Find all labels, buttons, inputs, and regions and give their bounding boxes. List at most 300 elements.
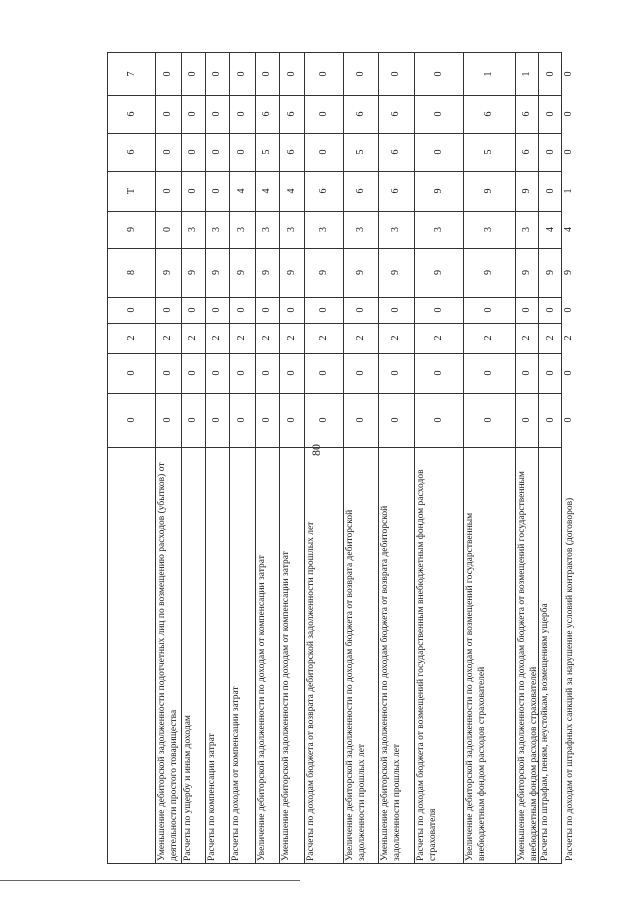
code-digit: 1 xyxy=(563,188,574,194)
code-digit-cell xyxy=(378,393,414,447)
code-digit-cell xyxy=(463,211,515,248)
code-digit: 9 xyxy=(187,270,198,275)
code-digit-cell xyxy=(463,171,515,211)
row-label: Расчеты по доходам от компенсации затрат xyxy=(231,686,241,861)
code-digit-cell xyxy=(205,95,229,133)
code-digit: 4 xyxy=(285,188,297,194)
header-code-cell xyxy=(108,53,155,95)
code-digit-cell xyxy=(155,323,181,353)
code-digit-cell xyxy=(229,171,255,211)
row-label-cell xyxy=(229,447,255,865)
code-digit: 0 xyxy=(390,417,401,423)
code-digit: 0 xyxy=(544,417,556,423)
header-code-cell xyxy=(108,95,155,133)
code-digit-cell xyxy=(378,53,414,95)
header-code-cell xyxy=(108,353,155,393)
code-digit: 3 xyxy=(390,227,401,232)
code-digit-cell xyxy=(229,393,255,447)
code-digit: 4 xyxy=(261,188,272,194)
code-digit-cell xyxy=(155,171,181,211)
code-digit: 0 xyxy=(432,417,444,423)
code-digit-cell xyxy=(304,323,343,353)
row-label: Увеличение дебиторской задолженности по доходам от возмещений государственным внебюджетным фондом расходов страхователей xyxy=(465,512,487,861)
table-row xyxy=(255,53,279,865)
code-digit: 6 xyxy=(354,188,366,194)
code-digit-cell xyxy=(304,211,343,248)
code-digit: 0 xyxy=(261,370,272,376)
code-digit: 9 xyxy=(261,270,272,275)
row-label-cell xyxy=(108,447,155,865)
row-label: Уменьшение дебиторской задолженности подотчетных лиц по возмещению расходов (убытков) от деятельности простого товарищества xyxy=(157,462,179,861)
code-digit: 9 xyxy=(317,270,329,275)
code-digit-cell xyxy=(463,53,515,95)
code-digit: 6 xyxy=(285,149,297,155)
code-digit: 0 xyxy=(544,307,556,313)
code-digit-cell xyxy=(155,95,181,133)
code-digit-cell xyxy=(205,133,229,171)
row-label-cell xyxy=(155,447,181,865)
code-digit: 9 xyxy=(236,270,247,275)
code-digit: 1 xyxy=(520,71,532,77)
code-digit: 6 xyxy=(390,188,401,194)
header-code-cell xyxy=(108,133,155,171)
code-digit: 3 xyxy=(236,227,247,232)
code-digit: 2 xyxy=(520,335,532,341)
code-digit: 0 xyxy=(544,370,556,376)
code-digit-cell xyxy=(279,323,304,353)
code-digit: 3 xyxy=(211,227,222,232)
code-digit: 0 xyxy=(187,370,198,376)
row-label: Расчеты по доходам бюджета от возмещений государственным внебюджетным фондом расходов страхователя xyxy=(416,469,438,861)
table-row xyxy=(229,53,255,865)
code-digit-cell xyxy=(205,248,229,297)
code-digit-cell xyxy=(414,53,463,95)
code-digit-cell xyxy=(343,53,378,95)
code-digit: 0 xyxy=(236,111,247,117)
code-digit: 0 xyxy=(162,417,173,423)
code-digit: 0 xyxy=(483,370,494,376)
code-digit: 0 xyxy=(317,307,329,313)
code-digit-cell xyxy=(515,171,538,211)
code-digit: 0 xyxy=(317,417,329,423)
code-digit: 0 xyxy=(162,370,173,376)
code-digit: 3 xyxy=(285,227,297,232)
row-label: Расчеты по доходам бюджета от возврата дебиторской задолженности прошлых лет xyxy=(306,521,316,861)
code-digit: 0 xyxy=(261,307,272,313)
code-digit: 0 xyxy=(162,307,173,313)
code-digit-cell xyxy=(414,323,463,353)
code-digit: 0 xyxy=(563,71,574,77)
footer-rule xyxy=(0,880,300,881)
code-digit: 6 xyxy=(520,149,532,155)
code-digit-cell xyxy=(538,53,563,95)
code-digit-cell xyxy=(515,248,538,297)
code-digit-cell xyxy=(378,133,414,171)
code-digit-cell xyxy=(255,323,279,353)
row-label-cell xyxy=(463,447,515,865)
code-digit-cell xyxy=(205,393,229,447)
code-digit-cell xyxy=(463,297,515,323)
code-digit: 0 xyxy=(563,307,574,313)
code-digit: 0 xyxy=(563,370,574,376)
code-digit-cell xyxy=(343,171,378,211)
code-digit-cell xyxy=(279,297,304,323)
row-label: Увеличение дебиторской задолженности по доходам бюджета от возврата дебиторской задолженности прошлых лет xyxy=(345,509,367,861)
code-digit: 9 xyxy=(563,270,574,275)
data-table xyxy=(107,52,575,864)
header-code-cell xyxy=(108,248,155,297)
row-label-cell xyxy=(343,447,378,865)
code-digit-cell xyxy=(515,297,538,323)
code-digit-cell xyxy=(155,53,181,95)
code-digit: 5 xyxy=(354,149,366,155)
code-digit: 0 xyxy=(236,149,247,155)
code-digit: 9 xyxy=(520,188,532,194)
code-digit: 0 xyxy=(236,370,247,376)
code-digit-cell xyxy=(414,95,463,133)
code-digit-cell xyxy=(538,393,563,447)
code-digit-cell xyxy=(255,297,279,323)
code-digit-cell xyxy=(229,211,255,248)
code-digit-cell xyxy=(279,95,304,133)
code-digit: 5 xyxy=(261,149,272,155)
code-digit: 0 xyxy=(317,111,329,117)
code-digit: 0 xyxy=(432,149,444,155)
code-digit-cell xyxy=(414,171,463,211)
row-label: Расчеты по доходам от штрафных санкций за нарушение условий контрактов (договоров) xyxy=(565,497,575,861)
table-row xyxy=(378,53,414,865)
code-digit-cell xyxy=(279,171,304,211)
code-digit: 2 xyxy=(211,335,222,341)
code-digit: 6 xyxy=(261,111,272,117)
code-digit-cell xyxy=(304,53,343,95)
code-digit-cell xyxy=(205,211,229,248)
code-digit: 2 xyxy=(483,335,494,341)
code-digit-cell xyxy=(463,353,515,393)
code-digit: 0 xyxy=(125,417,137,423)
code-digit: 4 xyxy=(236,188,247,194)
code-digit-cell xyxy=(181,133,205,171)
code-digit: 0 xyxy=(211,370,222,376)
code-digit-cell xyxy=(181,211,205,248)
code-digit: 0 xyxy=(432,370,444,376)
code-digit-cell xyxy=(304,248,343,297)
header-code-cell xyxy=(108,393,155,447)
code-digit: 6 xyxy=(520,111,532,117)
code-digit-cell xyxy=(255,393,279,447)
code-digit: 0 xyxy=(520,370,532,376)
code-digit: 2 xyxy=(432,335,444,341)
code-digit: 2 xyxy=(563,335,574,341)
code-digit-cell xyxy=(343,393,378,447)
table-row xyxy=(343,53,378,865)
code-digit: 0 xyxy=(354,370,366,376)
code-digit-cell xyxy=(515,53,538,95)
code-digit-cell xyxy=(304,133,343,171)
row-label-cell xyxy=(414,447,463,865)
header-code-cell xyxy=(108,323,155,353)
code-digit: 0 xyxy=(544,111,556,117)
code-digit: 0 xyxy=(563,149,574,155)
code-digit: 9 xyxy=(125,227,137,232)
code-digit-cell xyxy=(255,95,279,133)
code-digit-cell xyxy=(304,171,343,211)
row-label: Уменьшение дебиторской задолженности по доходам бюджета от возврата дебиторской задолженности прошлых лет xyxy=(380,505,402,861)
row-label-cell xyxy=(279,447,304,865)
table-row xyxy=(515,53,538,865)
code-digit: 0 xyxy=(432,307,444,313)
code-digit-cell xyxy=(229,297,255,323)
row-label-cell xyxy=(181,447,205,865)
code-digit-cell xyxy=(229,323,255,353)
table-row xyxy=(414,53,463,865)
code-digit: 6 xyxy=(317,188,329,194)
code-digit-cell xyxy=(515,393,538,447)
code-digit-cell xyxy=(229,353,255,393)
code-digit-cell xyxy=(279,53,304,95)
code-digit: 6 xyxy=(483,111,494,117)
code-digit-cell xyxy=(515,211,538,248)
row-label: Уменьшение дебиторской задолженности по доходам от компенсации затрат xyxy=(281,551,291,861)
table-row xyxy=(304,53,343,865)
code-digit: 0 xyxy=(520,417,532,423)
code-digit-cell xyxy=(181,297,205,323)
code-digit-cell xyxy=(155,297,181,323)
code-digit-cell xyxy=(205,171,229,211)
code-digit-cell xyxy=(414,297,463,323)
code-digit: 0 xyxy=(162,188,173,194)
code-digit: 2 xyxy=(390,335,401,341)
code-digit-cell xyxy=(538,248,563,297)
code-digit: 0 xyxy=(285,417,297,423)
table-row xyxy=(538,53,563,865)
page-number: 80 xyxy=(309,444,323,456)
code-digit: 6 xyxy=(125,149,137,155)
code-digit: 0 xyxy=(187,111,198,117)
code-digit: 6 xyxy=(285,111,297,117)
code-digit: 2 xyxy=(236,335,247,341)
code-digit-cell xyxy=(515,353,538,393)
code-digit: 0 xyxy=(211,71,222,77)
code-digit: 6 xyxy=(354,111,366,117)
code-digit-cell xyxy=(378,248,414,297)
code-digit: 0 xyxy=(390,307,401,313)
code-digit-cell xyxy=(205,323,229,353)
code-digit-cell xyxy=(155,353,181,393)
code-digit-cell xyxy=(304,297,343,323)
row-label xyxy=(108,447,155,865)
code-digit-cell xyxy=(304,353,343,393)
code-digit: 9 xyxy=(390,270,401,275)
table-row xyxy=(205,53,229,865)
code-digit-cell xyxy=(255,211,279,248)
code-digit: 0 xyxy=(236,417,247,423)
code-digit: 0 xyxy=(285,307,297,313)
code-digit-cell xyxy=(181,95,205,133)
code-digit: 0 xyxy=(563,111,574,117)
code-digit: 0 xyxy=(162,227,173,232)
code-digit-cell xyxy=(229,133,255,171)
code-digit: 0 xyxy=(125,370,137,376)
code-digit: 0 xyxy=(563,417,574,423)
header-code-cell xyxy=(108,211,155,248)
code-digit-cell xyxy=(463,323,515,353)
code-digit: 3 xyxy=(317,227,329,232)
code-digit-cell xyxy=(155,133,181,171)
code-digit-cell xyxy=(414,248,463,297)
code-digit-cell xyxy=(538,171,563,211)
table-row xyxy=(155,53,181,865)
code-digit: 0 xyxy=(187,188,198,194)
code-digit: 0 xyxy=(211,307,222,313)
code-digit-cell xyxy=(255,353,279,393)
row-label-cell xyxy=(538,447,563,865)
code-digit-cell xyxy=(343,353,378,393)
code-digit: 3 xyxy=(261,227,272,232)
code-digit: 0 xyxy=(187,149,198,155)
code-digit: 9 xyxy=(162,270,173,275)
code-digit-cell xyxy=(515,95,538,133)
code-digit: 1 xyxy=(483,71,494,77)
code-digit-cell xyxy=(538,323,563,353)
row-label-cell xyxy=(515,447,538,865)
code-digit: 6 xyxy=(125,111,137,117)
code-digit-cell xyxy=(515,323,538,353)
code-digit-cell xyxy=(279,353,304,393)
code-digit: 0 xyxy=(187,417,198,423)
code-digit: 8 xyxy=(125,270,137,275)
code-digit: 0 xyxy=(354,71,366,77)
code-digit: 2 xyxy=(125,335,137,341)
code-digit-cell xyxy=(343,133,378,171)
code-digit-cell xyxy=(181,353,205,393)
code-digit-cell xyxy=(538,353,563,393)
code-digit: 2 xyxy=(261,335,272,341)
code-digit: 4 xyxy=(544,227,556,232)
code-digit: 6 xyxy=(390,111,401,117)
row-label-cell xyxy=(378,447,414,865)
code-digit-cell xyxy=(205,297,229,323)
code-digit: 0 xyxy=(354,417,366,423)
code-digit: 0 xyxy=(211,111,222,117)
code-digit: 3 xyxy=(432,227,444,232)
code-digit-cell xyxy=(414,393,463,447)
code-digit-cell xyxy=(378,353,414,393)
code-digit: 0 xyxy=(285,370,297,376)
code-digit-cell xyxy=(343,211,378,248)
code-digit: 0 xyxy=(211,149,222,155)
code-digit: 0 xyxy=(544,188,556,194)
code-digit-cell xyxy=(515,133,538,171)
table-row xyxy=(279,53,304,865)
code-digit-cell xyxy=(378,323,414,353)
table-header-row xyxy=(108,53,155,865)
code-digit-cell xyxy=(255,133,279,171)
code-digit: 0 xyxy=(211,417,222,423)
code-digit: 2 xyxy=(544,335,556,341)
code-digit: 0 xyxy=(544,149,556,155)
code-digit: 9 xyxy=(354,270,366,275)
code-digit-cell xyxy=(155,393,181,447)
code-digit-cell xyxy=(414,211,463,248)
code-digit: 0 xyxy=(390,71,401,77)
code-digit: 9 xyxy=(432,188,444,194)
code-digit: 0 xyxy=(483,417,494,423)
code-digit-cell xyxy=(463,393,515,447)
code-digit: 9 xyxy=(520,270,532,275)
code-digit: Т xyxy=(125,187,137,195)
code-digit-cell xyxy=(463,248,515,297)
code-digit: 9 xyxy=(544,270,556,275)
row-label-cell xyxy=(304,447,343,865)
code-digit-cell xyxy=(414,133,463,171)
code-digit-cell xyxy=(181,393,205,447)
code-digit: 9 xyxy=(483,188,494,194)
row-label-cell xyxy=(255,447,279,865)
code-digit-cell xyxy=(463,133,515,171)
code-digit-cell xyxy=(343,323,378,353)
code-digit-cell xyxy=(255,53,279,95)
code-digit-cell xyxy=(378,171,414,211)
code-digit: 9 xyxy=(483,270,494,275)
row-label: Уменьшение дебиторской задолженности по доходам бюджета от возмещений государственным внебюджетным фондом расходов страхователей xyxy=(517,471,539,861)
code-digit-cell xyxy=(205,353,229,393)
code-digit-cell xyxy=(343,248,378,297)
code-digit-cell xyxy=(255,248,279,297)
code-digit-cell xyxy=(279,211,304,248)
row-label: Расчеты по компенсации затрат xyxy=(207,733,217,861)
code-digit: 0 xyxy=(432,71,444,77)
code-digit: 3 xyxy=(187,227,198,232)
code-digit-cell xyxy=(538,297,563,323)
code-digit: 2 xyxy=(285,335,297,341)
code-digit: 0 xyxy=(317,71,329,77)
code-digit: 6 xyxy=(390,149,401,155)
row-label: Увеличение дебиторской задолженности по доходам от компенсации затрат xyxy=(257,555,267,861)
code-digit: 0 xyxy=(261,417,272,423)
code-digit-cell xyxy=(181,171,205,211)
code-digit-cell xyxy=(229,248,255,297)
code-digit: 3 xyxy=(483,227,494,232)
code-digit: 0 xyxy=(483,307,494,313)
code-digit: 0 xyxy=(162,149,173,155)
code-digit: 0 xyxy=(236,307,247,313)
code-digit: 2 xyxy=(187,335,198,341)
table-row xyxy=(463,53,515,865)
code-digit-cell xyxy=(538,95,563,133)
code-digit: 0 xyxy=(432,111,444,117)
code-digit: 0 xyxy=(317,370,329,376)
code-digit-cell xyxy=(538,211,563,248)
code-digit-cell xyxy=(304,95,343,133)
code-digit-cell xyxy=(181,323,205,353)
code-digit: 0 xyxy=(125,307,137,313)
code-digit: 9 xyxy=(432,270,444,275)
code-digit-cell xyxy=(229,95,255,133)
code-digit: 0 xyxy=(544,71,556,77)
code-digit-cell xyxy=(343,297,378,323)
code-digit: 2 xyxy=(162,335,173,341)
code-digit-cell xyxy=(155,211,181,248)
code-digit: 0 xyxy=(211,188,222,194)
code-digit: 0 xyxy=(236,71,247,77)
code-digit: 2 xyxy=(354,335,366,341)
code-digit: 3 xyxy=(354,227,366,232)
code-digit: 2 xyxy=(317,335,329,341)
code-digit: 0 xyxy=(285,71,297,77)
code-digit-cell xyxy=(343,95,378,133)
header-code-cell xyxy=(108,297,155,323)
